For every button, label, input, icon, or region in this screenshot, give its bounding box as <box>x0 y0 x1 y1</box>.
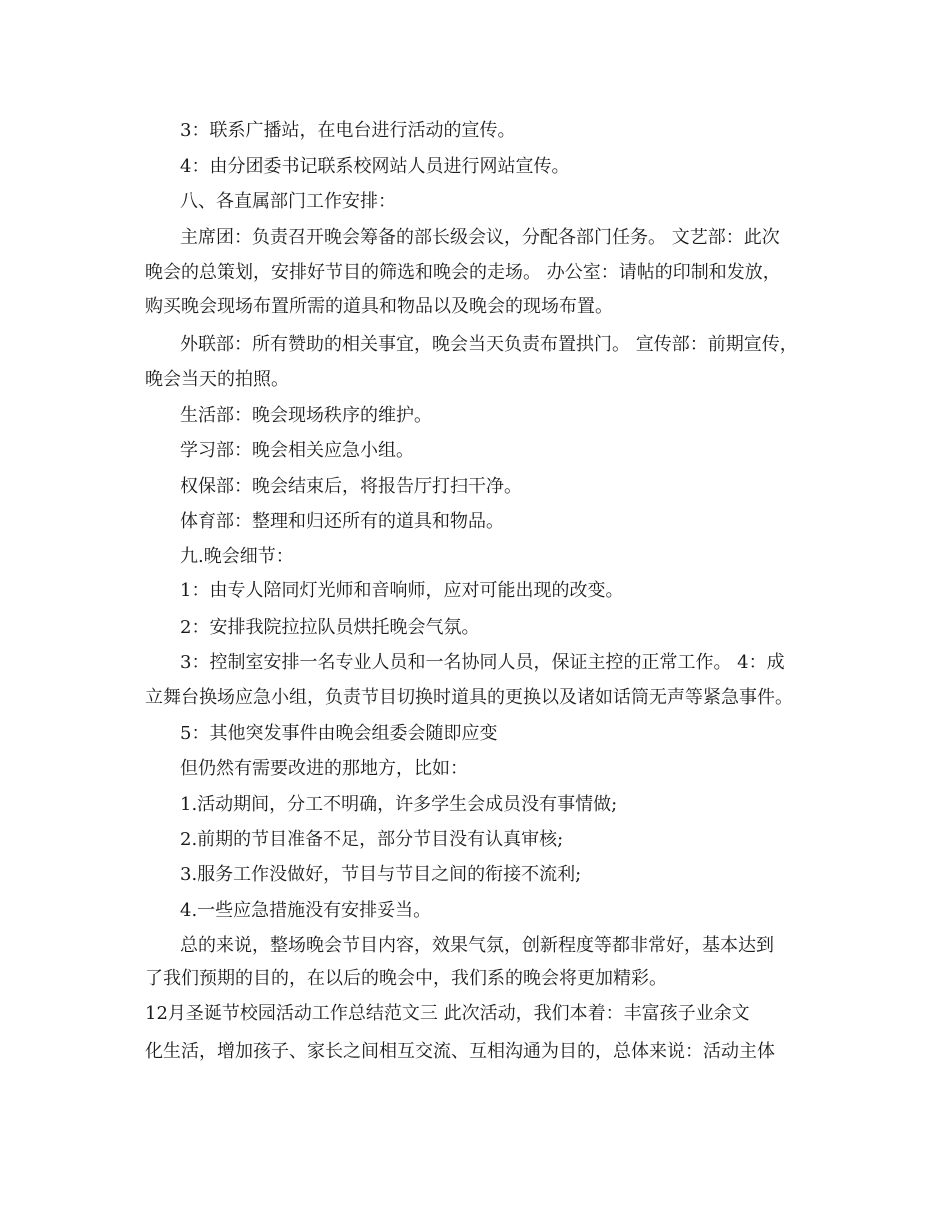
paragraph-line: 外联部：所有赞助的相关事宜，晚会当天负责布置拱门。 宣传部：前期宣传， <box>180 334 798 355</box>
paragraph-line: 1：由专人陪同灯光师和音响师，应对可能出现的改变。 <box>180 580 624 601</box>
paragraph-line: 体育部：整理和归还所有的道具和物品。 <box>180 511 504 532</box>
paragraph-line: 但仍然有需要改进的那地方，比如： <box>180 758 468 779</box>
paragraph-line: 权保部：晚会结束后，将报告厅打扫干净。 <box>180 476 522 497</box>
paragraph-line: 晚会当天的拍照。 <box>145 369 289 390</box>
paragraph-line: 主席团：负责召开晚会筹备的部长级会议，分配各部门任务。 文艺部：此次 <box>180 227 780 248</box>
paragraph-line: 2：安排我院拉拉队员烘托晚会气氛。 <box>180 617 480 638</box>
paragraph-line: 晚会的总策划，安排好节目的筛选和晚会的走场。 办公室：请帖的印制和发放， <box>145 262 781 283</box>
paragraph-line: 总的来说，整场晚会节目内容，效果气氛，创新程度等都非常好，基本达到 <box>180 935 774 956</box>
paragraph-line: 12月圣诞节校园活动工作总结范文三 此次活动，我们本着：丰富孩子业余文 <box>145 1003 750 1024</box>
paragraph-line: 学习部：晚会相关应急小组。 <box>180 440 414 461</box>
paragraph-line: 购买晚会现场布置所需的道具和物品以及晚会的现场布置。 <box>145 296 613 317</box>
section-heading: 八、各直属部门工作安排： <box>180 191 396 212</box>
list-item: 4.一些应急措施没有安排妥当。 <box>180 900 432 921</box>
paragraph-line: 生活部：晚会现场秩序的维护。 <box>180 405 432 426</box>
list-item: 2.前期的节目准备不足，部分节目没有认真审核; <box>180 829 564 850</box>
paragraph-line: 4：由分团委书记联系校网站人员进行网站宣传。 <box>180 156 570 177</box>
list-item: 1.活动期间，分工不明确，许多学生会成员没有事情做; <box>180 794 618 815</box>
list-item: 3.服务工作没做好，节目与节目之间的衔接不流利; <box>180 864 582 885</box>
paragraph-line: 了我们预期的目的，在以后的晚会中，我们系的晚会将更加精彩。 <box>145 968 667 989</box>
paragraph-line: 立舞台换场应急小组，负责节目切换时道具的更换以及诸如话筒无声等紧急事件。 <box>145 687 793 708</box>
section-heading: 九.晚会细节： <box>180 546 294 567</box>
paragraph-line: 5：其他突发事件由晚会组委会随即应变 <box>180 723 498 744</box>
paragraph-line: 3：控制室安排一名专业人员和一名协同人员，保证主控的正常工作。 4：成 <box>180 652 785 673</box>
paragraph-line: 3：联系广播站，在电台进行活动的宣传。 <box>180 120 516 141</box>
paragraph-line: 化生活，增加孩子、家长之间相互交流、互相沟通为目的，总体来说：活动主体 <box>145 1041 775 1062</box>
